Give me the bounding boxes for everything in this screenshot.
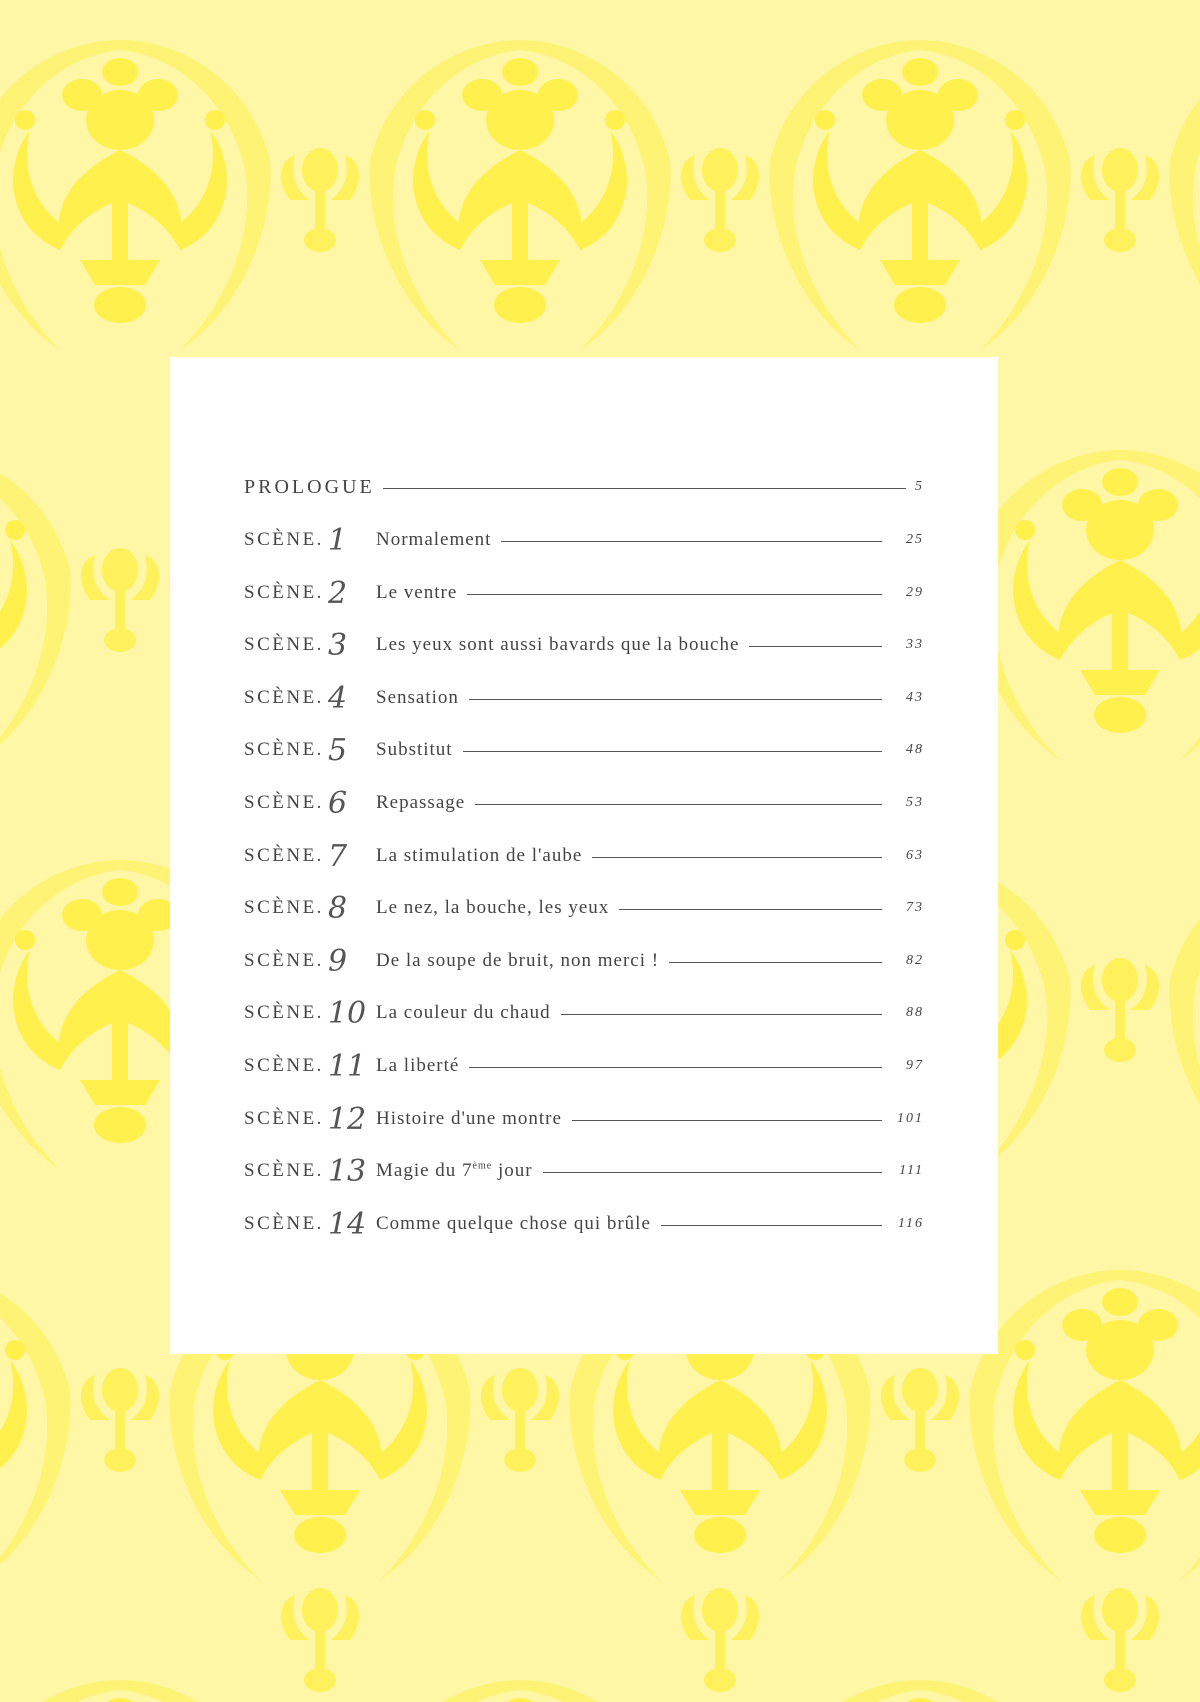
scene-label	[244, 576, 376, 611]
page-number: 29	[906, 585, 924, 600]
chapter-title: Le nez, la bouche, les yeux	[376, 897, 610, 918]
scene-word: SCÈNE.	[244, 1002, 324, 1023]
dot-leader	[749, 646, 882, 647]
scene-number: 11	[327, 1048, 367, 1084]
chapter-title: La couleur du chaud	[376, 1002, 551, 1023]
page-number: 97	[906, 1058, 924, 1073]
chapter-title-rest: jour	[492, 1160, 533, 1181]
scene-word: SCÈNE.	[244, 634, 324, 655]
toc-entry-scene-1[interactable]	[244, 520, 924, 560]
dot-leader	[669, 962, 882, 963]
page-number: 63	[906, 848, 924, 863]
scene-number: 9	[327, 943, 348, 979]
scene-word: SCÈNE.	[244, 1055, 324, 1076]
prologue-label: PROLOGUE	[244, 475, 375, 498]
table-of-contents-panel	[170, 357, 998, 1354]
chapter-title: Sensation	[376, 687, 459, 708]
scene-word: SCÈNE.	[244, 897, 324, 918]
scene-number: 2	[327, 575, 348, 611]
chapter-title: Comme quelque chose qui brûle	[376, 1213, 651, 1234]
scene-label	[244, 996, 376, 1031]
dot-leader	[619, 909, 882, 910]
toc-entry-scene-6[interactable]	[244, 783, 924, 823]
dot-leader	[501, 541, 882, 542]
scene-word: SCÈNE.	[244, 1108, 324, 1129]
scene-label	[244, 523, 376, 558]
scene-label	[244, 681, 376, 716]
toc-entry-prologue[interactable]	[244, 467, 924, 507]
toc-entry-scene-10[interactable]	[244, 993, 924, 1033]
scene-label	[244, 1102, 376, 1137]
chapter-title	[376, 1160, 533, 1182]
scene-word: SCÈNE.	[244, 739, 324, 760]
page-number: 88	[906, 1005, 924, 1020]
scene-number: 5	[327, 732, 348, 768]
chapter-title: Repassage	[376, 792, 466, 813]
chapter-title: La stimulation de l'aube	[376, 845, 583, 866]
scene-number: 6	[327, 785, 348, 821]
page-number: 116	[898, 1216, 924, 1231]
chapter-title: Le ventre	[376, 582, 458, 603]
page-number: 82	[906, 953, 924, 968]
page-number: 48	[906, 742, 924, 757]
dot-leader	[561, 1014, 882, 1015]
page-number: 33	[906, 637, 924, 652]
dot-leader	[661, 1225, 882, 1226]
scene-number: 1	[327, 522, 348, 558]
dot-leader	[469, 699, 882, 700]
chapter-title-superscript: ème	[472, 1160, 493, 1172]
scene-number: 3	[327, 627, 348, 663]
toc-entry-scene-5[interactable]	[244, 730, 924, 770]
scene-word: SCÈNE.	[244, 950, 324, 971]
scene-label	[244, 733, 376, 768]
page-number: 101	[897, 1111, 924, 1126]
scene-word: SCÈNE.	[244, 687, 324, 708]
scene-number: 4	[327, 680, 348, 716]
scene-label	[244, 1207, 376, 1242]
scene-word: SCÈNE.	[244, 792, 324, 813]
scene-word: SCÈNE.	[244, 529, 324, 550]
toc-entry-scene-14[interactable]	[244, 1204, 924, 1244]
chapter-title: De la soupe de bruit, non merci !	[376, 950, 660, 971]
chapter-title: La liberté	[376, 1055, 460, 1076]
toc-entry-scene-7[interactable]	[244, 836, 924, 876]
scene-word: SCÈNE.	[244, 1213, 324, 1234]
page-number: 111	[899, 1163, 924, 1178]
scene-label	[244, 786, 376, 821]
scene-word: SCÈNE.	[244, 582, 324, 603]
toc-entry-scene-11[interactable]	[244, 1046, 924, 1086]
toc-entry-scene-12[interactable]	[244, 1099, 924, 1139]
toc-entry-scene-4[interactable]	[244, 678, 924, 718]
scene-number: 12	[327, 1101, 367, 1137]
chapter-title-main: Magie du 7	[376, 1160, 473, 1181]
dot-leader	[383, 488, 906, 489]
toc-entry-scene-9[interactable]	[244, 941, 924, 981]
toc-entry-scene-3[interactable]	[244, 625, 924, 665]
scene-number: 7	[327, 838, 348, 874]
page-number: 73	[906, 900, 924, 915]
scene-label	[244, 1154, 376, 1189]
page-number: 25	[906, 532, 924, 547]
scene-label	[244, 839, 376, 874]
page-number: 53	[906, 795, 924, 810]
dot-leader	[592, 857, 882, 858]
scene-word: SCÈNE.	[244, 845, 324, 866]
dot-leader	[475, 804, 882, 805]
dot-leader	[572, 1120, 882, 1121]
dot-leader	[467, 594, 882, 595]
dot-leader	[543, 1172, 882, 1173]
dot-leader	[469, 1067, 882, 1068]
scene-word: SCÈNE.	[244, 1160, 324, 1181]
scene-number: 8	[327, 890, 348, 926]
page-number: 43	[906, 690, 924, 705]
chapter-title: Substitut	[376, 739, 453, 760]
scene-number: 14	[327, 1206, 367, 1242]
scene-label	[244, 628, 376, 663]
scene-number: 13	[327, 1153, 367, 1189]
scene-label	[244, 944, 376, 979]
scene-label	[244, 1049, 376, 1084]
chapter-title: Normalement	[376, 529, 492, 550]
toc-entry-scene-2[interactable]	[244, 573, 924, 613]
page-number: 5	[915, 479, 924, 494]
chapter-title: Les yeux sont aussi bavards que la bouche	[376, 634, 740, 655]
dot-leader	[463, 751, 882, 752]
scene-number: 10	[327, 995, 367, 1031]
toc-entry-scene-13[interactable]	[244, 1151, 924, 1191]
chapter-title: Histoire d'une montre	[376, 1108, 562, 1129]
scene-label	[244, 891, 376, 926]
toc-entry-scene-8[interactable]	[244, 888, 924, 928]
